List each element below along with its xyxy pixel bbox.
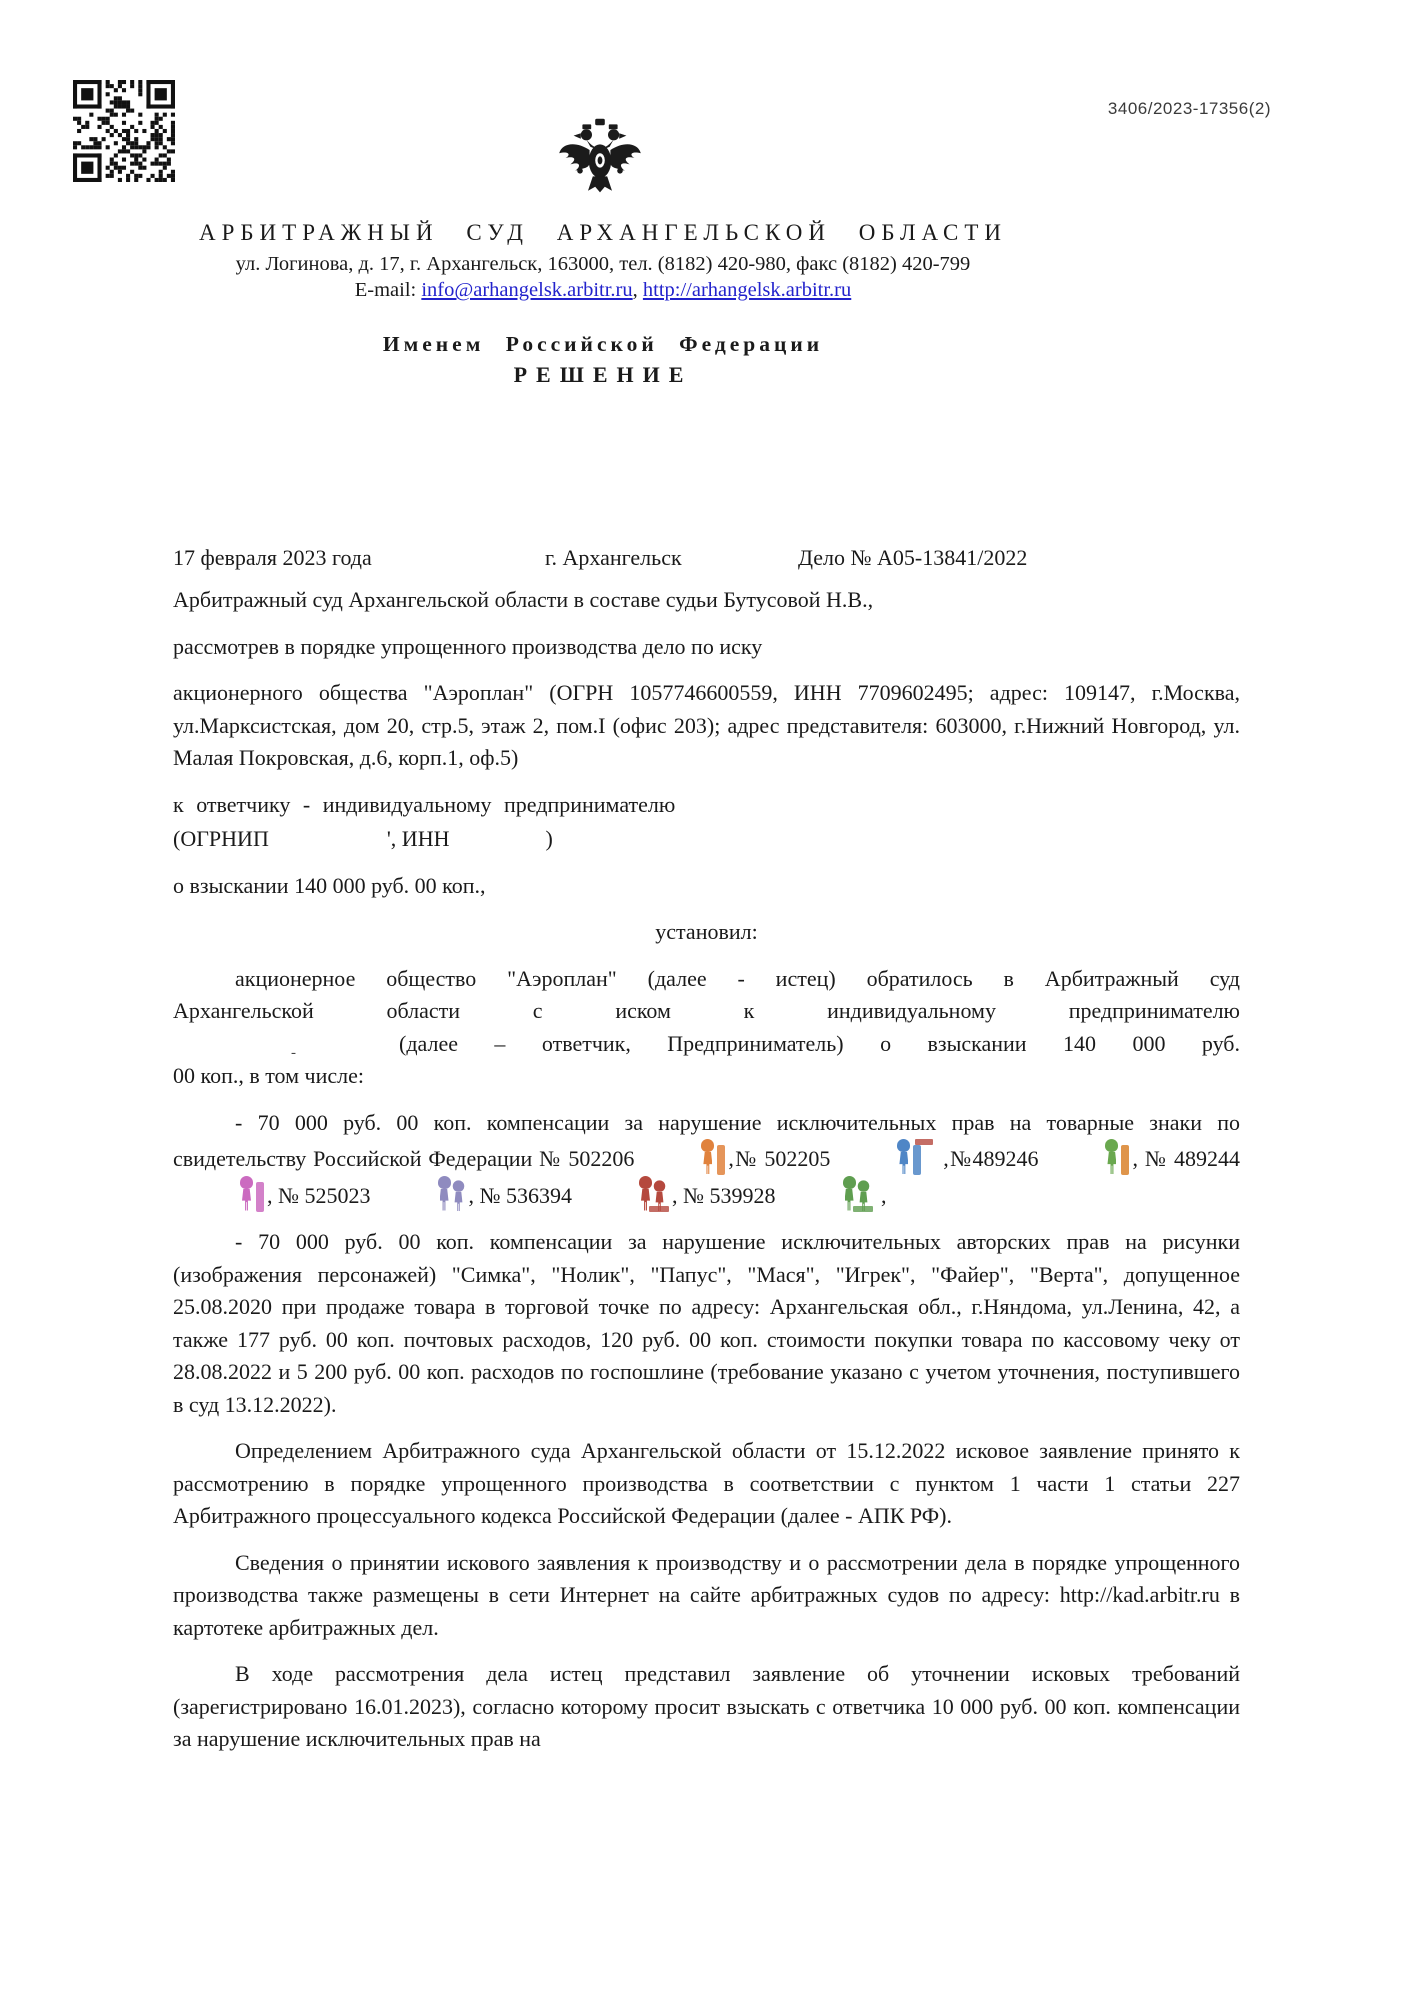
defendant-ids-line: (ОГРНИП ', ИНН ) [173,826,553,851]
papus-character-image [1043,1139,1129,1175]
defendant-line: к ответчику - индивидуальному предпринимателю [173,791,676,817]
ustanovil-heading: установил: [655,919,758,944]
decision-date: 17 февраля 2023 года [173,545,372,570]
clarification-paragraph: В ходе рассмотрения дела истец представил заявление об уточнении исковых требований (зарегистрировано 16.01.2023), согласно которому просит взыскать с ответчика 10 000 руб. 00 коп. компенсации за нарушение исключительных прав на [173,1661,1240,1751]
case-header-line [173,545,1240,575]
inn-label: ', ИНН [386,826,450,851]
established-line-3: - (далее – ответчик, Предприниматель) о взыскании 140 000 руб. [173,1028,1240,1061]
case-number: Дело № А05-13841/2022 [798,545,1028,570]
coat-of-arms-icon [552,116,648,216]
claims-artworks-paragraph: - 70 000 руб. 00 коп. компенсации за нарушение исключительных авторских прав на рисунки (изображения персонажей) "Симка", "Нолик", "Папус", "Мася", "Игрек", "Файер", "Верта", допущенное 25.08.2020 при продаже товара в торговой точке по адресу: Архангельская обл., г.Няндома, ул.Ленина, 42, а также 177 руб. 00 коп. почтовых расходов, 120 руб. 00 коп. стоимости покупки товара по кассовому чеку от 28.08.2022 и 5 200 руб. 00 коп. расходов по госпошлине (требование указано с учетом уточнения, поступившего в суд 13.12.2022). [173,1229,1240,1417]
kad-paragraph: Сведения о принятии искового заявления к производству и о рассмотрении дела в порядке упрощенного производства также размещены в сети Интернет на сайте арбитражных судов по адресу: http://kad.arbitr.ru в картотеке арбитражных дел. [173,1549,1240,1640]
redaction-artifact: - [291,1044,296,1061]
claim-total-line: о взыскании 140 000 руб. 00 коп., [173,872,486,898]
claims-trademarks-paragraph: - 70 000 руб. 00 коп. компенсации за нарушение исключительных прав на товарные знаки по свидетельству Российской Федерации № 502206 ,№ 502205 ,№489246 , № 489244, № 525023 , № 536394 , № 539928 , [173,1107,1240,1213]
procedure-line: рассмотрев в порядке упрощенного производства дело по иску [173,633,763,659]
decision-city: г. Архангельск [545,545,682,570]
decision-body [173,584,1240,1770]
email-link[interactable]: info@arhangelsk.arbitr.ru [421,279,633,301]
established-line-4: 00 коп., в том числе: [173,1063,365,1088]
ogrnip-label: (ОГРНИП [173,826,269,851]
decision-title [50,332,1156,388]
simka-character-image [639,1139,725,1175]
website-link[interactable]: http://arhangelsk.arbitr.ru [642,279,852,301]
fire-character-image [577,1176,669,1212]
court-header [50,220,1156,302]
judge-line: Арбитражный суд Архангельской области в составе судьи Бутусовой Н.В., [173,587,874,612]
redacted-ogrnip [269,845,387,846]
redacted-defendant-name [173,1028,399,1061]
qr-code-image [73,80,175,182]
established-line-1: акционерное общество "Аэроплан" (далее - истец) обратилось в Арбитражный суд [235,965,1240,991]
in-the-name-line: Именем Российской Федерации [382,332,824,356]
document-number: 3406/2023-17356(2) [1107,99,1271,118]
verta-character-image [781,1176,873,1212]
court-contacts [50,279,1156,302]
qr-code [73,80,175,182]
email-label: E-mail: [354,279,422,301]
court-address: ул. Логинова, д. 17, г. Архангельск, 163000, тел. (8182) 420-980, факс (8182) 420-799 [235,253,971,275]
link-separator: , [632,279,643,301]
ruling-paragraph: Определением Арбитражного суда Архангельской области от 15.12.2022 исковое заявление принято к рассмотрению в порядке упрощенного производства в соответствии с пунктом 1 части 1 статьи 227 Арбитражного процессуального кодекса Российской Федерации (далее - АПК РФ). [173,1438,1240,1528]
established-line-2: Архангельской области с иском к индивидуальному предпринимателю [173,998,1240,1023]
decision-word: РЕШЕНИЕ [513,362,693,387]
plaintiff-paragraph: акционерного общества "Аэроплан" (ОГРН 1057746600559, ИНН 7709602495; адрес: 109147, г.Москва, ул.Марксистская, дом 20, стр.5, этаж 2, пом.I (офис 203); адрес представителя: 603000, г.Нижний Новгород, ул. Малая Покровская, д.6, корп.1, оф.5) [173,680,1240,770]
masia-character-image [178,1176,264,1212]
igrek-character-image [376,1176,466,1212]
established-paragraph [173,963,1240,1093]
court-name: АРБИТРАЖНЫЙ СУД АРХАНГЕЛЬСКОЙ ОБЛАСТИ [198,220,1008,245]
redacted-inn [449,845,545,846]
nolik-character-image [835,1139,933,1175]
